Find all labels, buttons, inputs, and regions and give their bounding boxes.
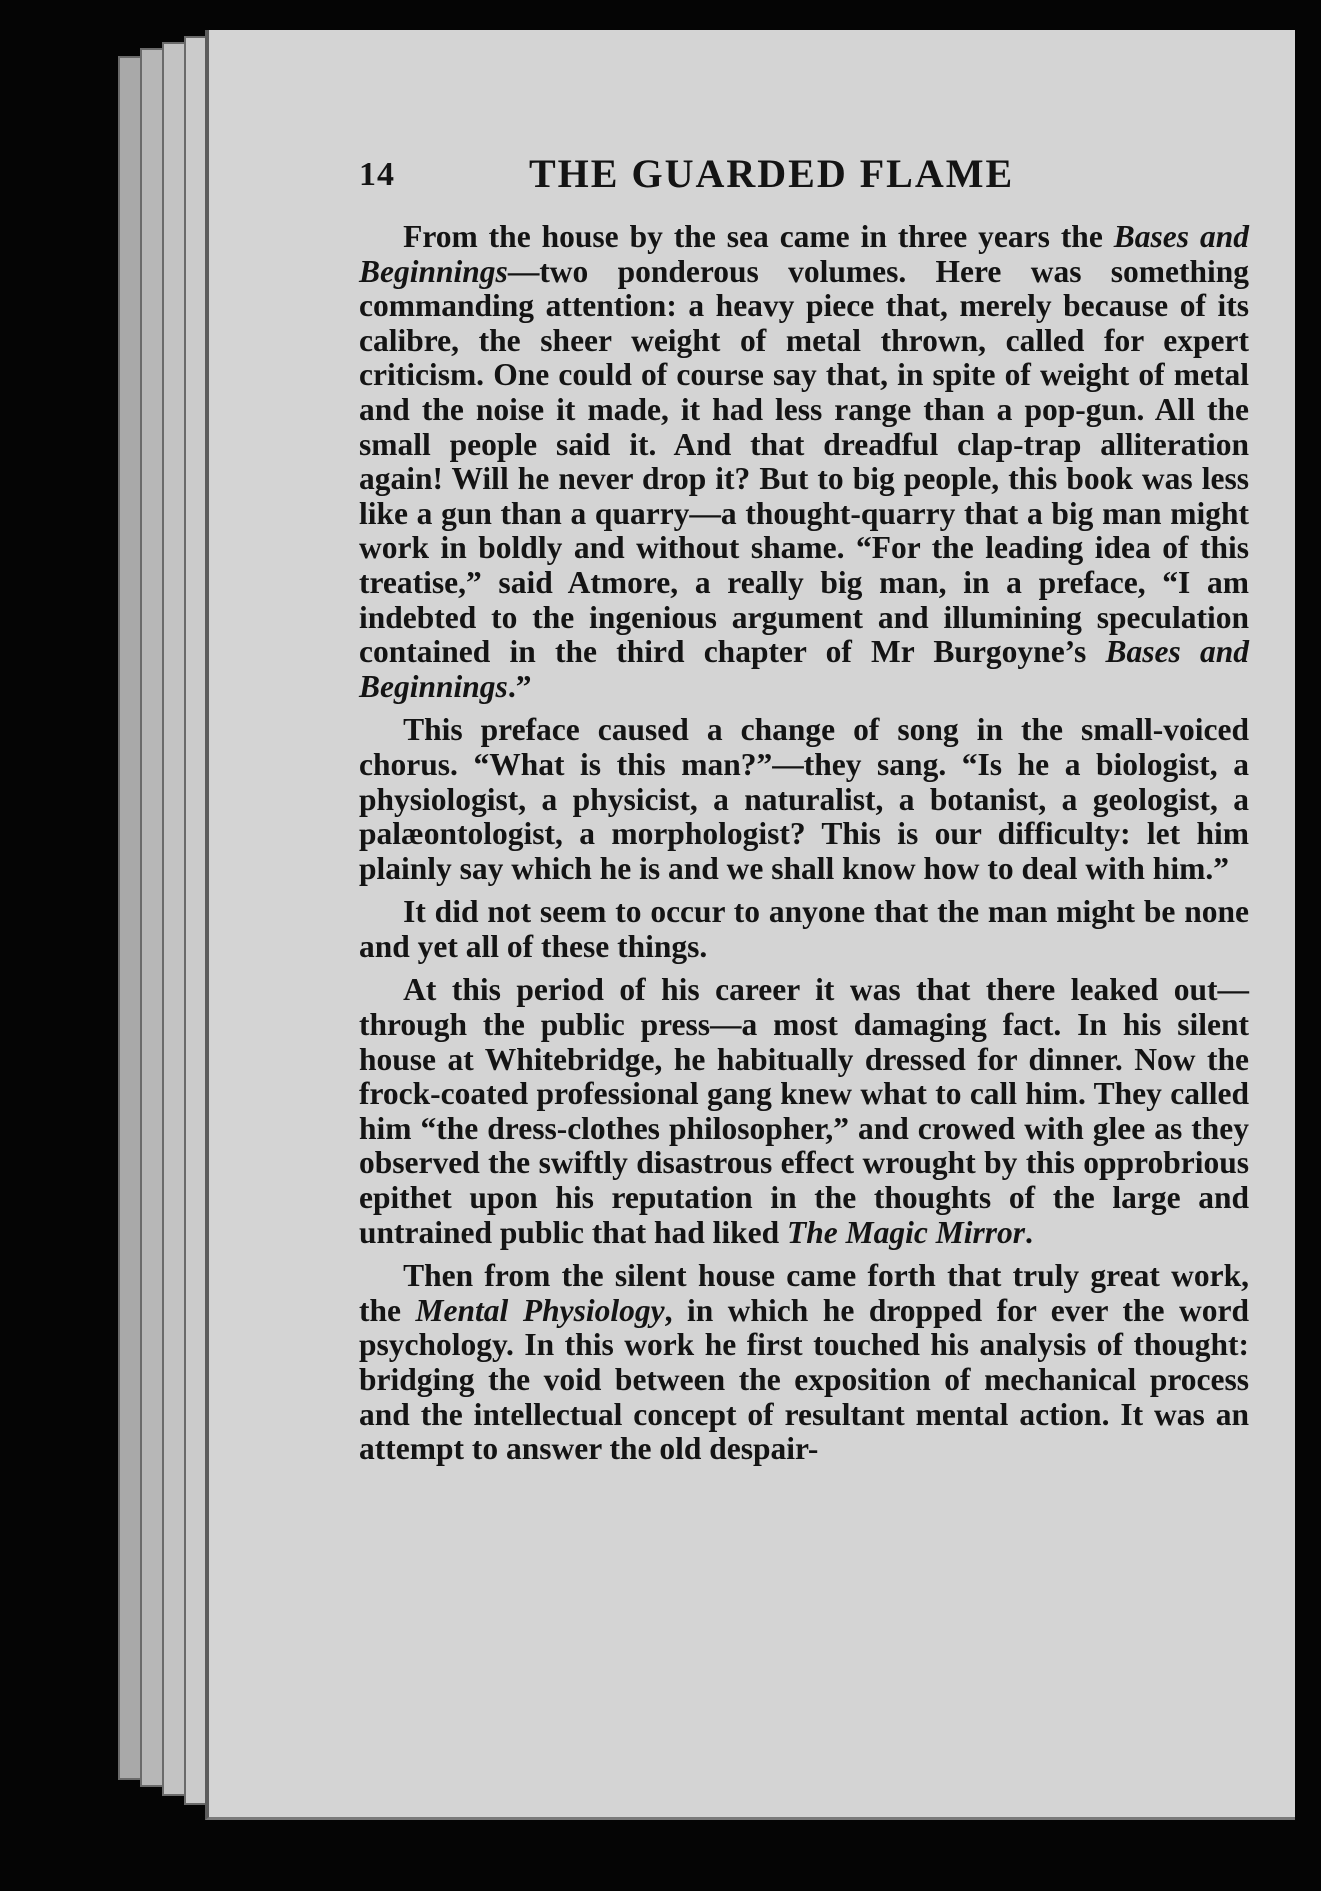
text-run: —two ponderous volumes. Here was something commanding attention: a heavy piece that, merely because of its calibre, the sheer weight of metal thrown, called for expert criticism. One could of course say that, in spite of weight of metal and the noise it made, it had less range than a pop-gun. All the small people said it. And that dreadful clap-trap alliteration again! Will he never drop it? But to big people, this book was less like a gun than a quarry—a thought-quarry that a big man might work in boldly and without shame. “For the leading idea of this treatise,” said Atmore, a really big man, in a preface, “I am indebted to the ingenious argument and illumining speculation contained in the third chapter of Mr Burgoyne’s — [359, 253, 1249, 670]
book-title-italic: Bases and Beginnings — [359, 634, 1250, 704]
text-run: It did not seem to occur to anyone that the man might be none and yet all of these things. — [359, 894, 1249, 964]
paragraph — [359, 895, 1249, 964]
text-run: This preface caused a change of song in the small-voiced chorus. “What is this man?”—they sang. “Is he a biologist, a physiologist, a physicist, a naturalist, a botanist, a geologist, a palæontologist, a morphologist? This is our difficulty: let him plainly say which he is and we shall know how to deal with him.” — [359, 712, 1249, 886]
book-page — [205, 30, 1295, 1820]
paragraph — [359, 713, 1249, 886]
body-text — [359, 220, 1249, 1467]
page-number: 14 — [359, 156, 395, 193]
book-title: THE GUARDED FLAME — [529, 151, 1015, 196]
paragraph — [359, 220, 1249, 704]
paragraph — [359, 973, 1249, 1250]
text-run: .” — [507, 668, 532, 704]
text-run: , in which he dropped for ever the word psychology. In this work he first touched his analysis of thought: bridging the void between the exposition of mechanical process and the intellectual concept of resultant mental action. It was an attempt to answer the old despair- — [359, 1292, 1249, 1467]
book-title-italic: Bases and Beginnings — [359, 219, 1249, 289]
book-title-italic: The Magic Mirror — [787, 1214, 1026, 1250]
paragraph — [359, 1259, 1249, 1467]
page-content — [359, 150, 1249, 1476]
text-run: From the house by the sea came in three years the — [403, 219, 1114, 254]
running-head — [359, 150, 1249, 214]
text-run: . — [1025, 1214, 1033, 1250]
text-run: Then from the silent house came forth that truly great work, the — [359, 1258, 1249, 1328]
book-title-italic: Mental Physiology — [415, 1292, 665, 1328]
text-run: At this period of his career it was that there leaked out—through the public press—a most damaging fact. In his silent house at Whitebridge, he habitually dressed for dinner. Now the frock-coated professional gang knew what to call him. They called him “the dress-clothes philosopher,” and crowed with glee as they observed the swiftly disastrous effect wrought by this opprobrious epithet upon his reputation in the thoughts of the large and untrained public that had liked — [359, 972, 1249, 1250]
